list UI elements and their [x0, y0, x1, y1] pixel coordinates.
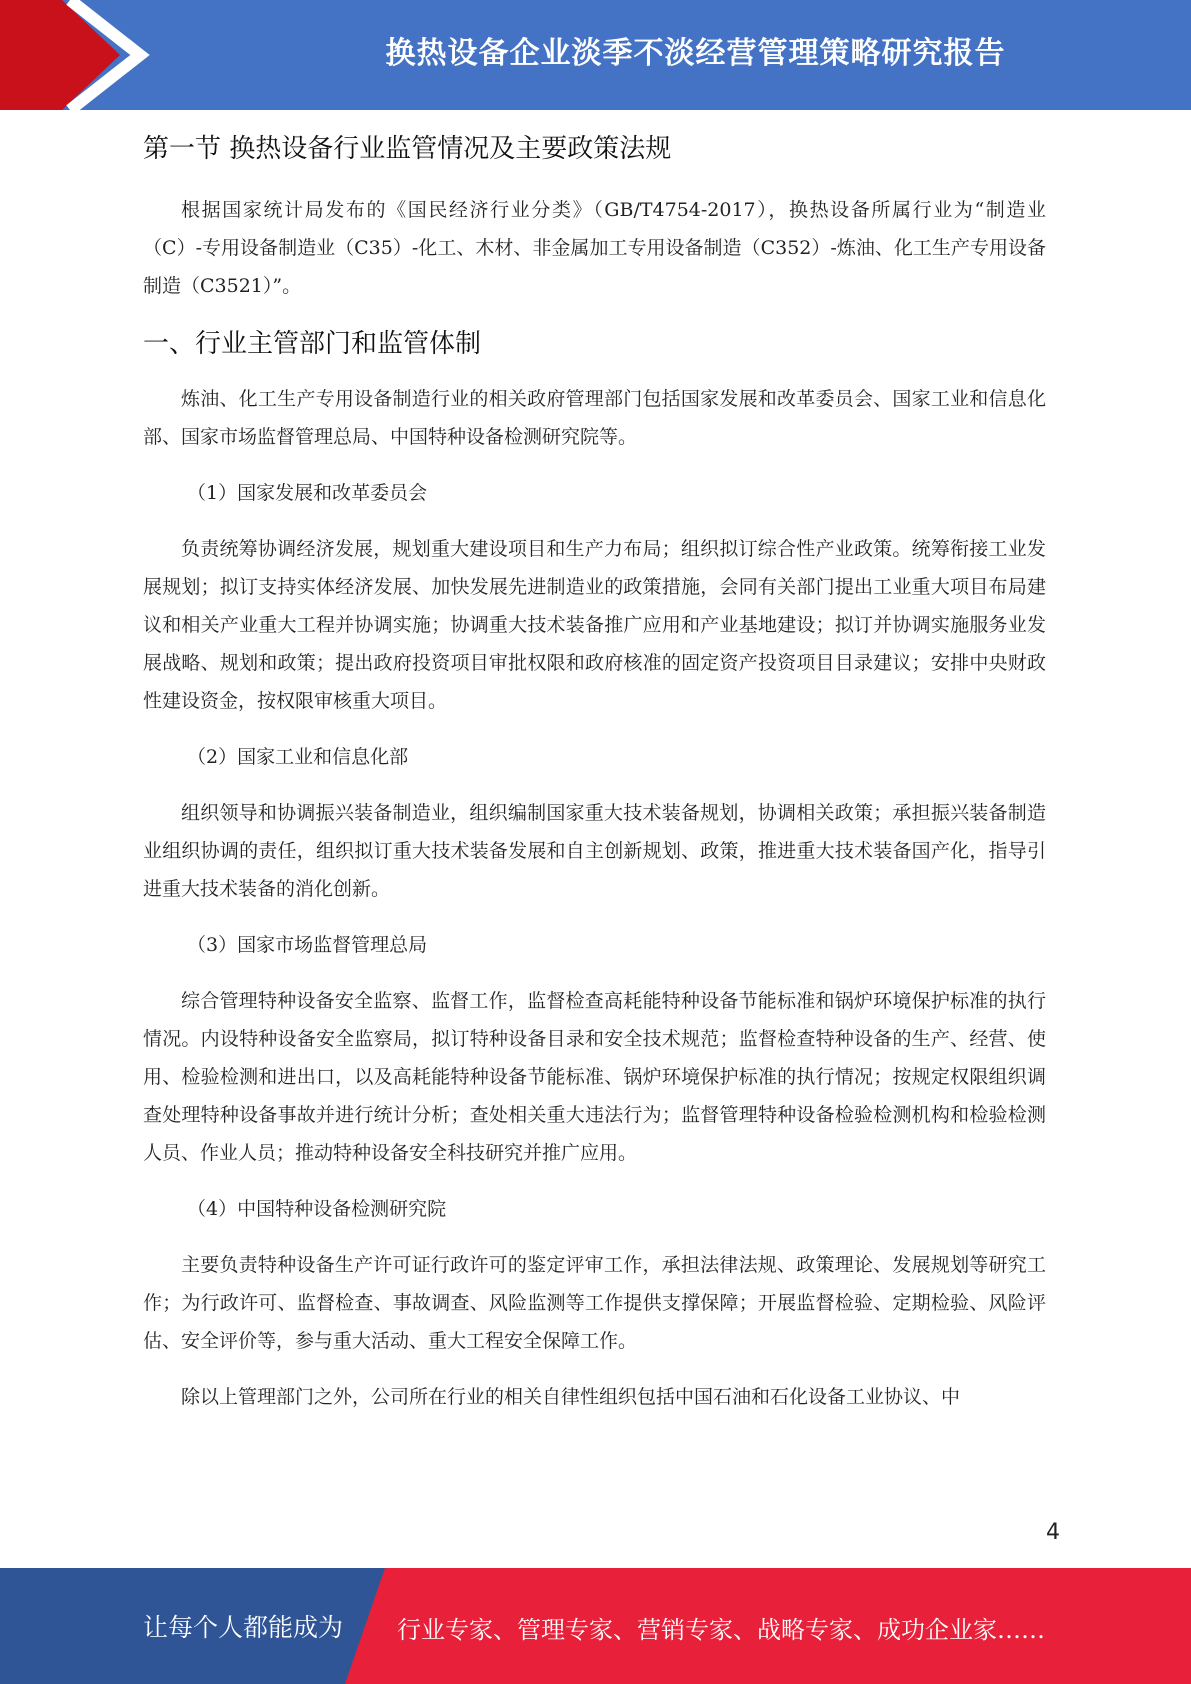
report-title: 换热设备企业淡季不淡经营管理策略研究报告 — [385, 36, 1006, 71]
part-intro-paragraph: 炼油、化工生产专用设备制造行业的相关政府管理部门包括国家发展和改革委员会、国家工业和信息化部、国家市场监督管理总局、中国特种设备检测研究院等。 — [143, 388, 1046, 448]
footer-slogan-left: 让每个人都能成为 — [143, 1613, 344, 1642]
subsection-label-ndrc: （1）国家发展和改革委员会 — [187, 482, 428, 504]
page-number: 4 — [1046, 1520, 1060, 1545]
closing-paragraph: 除以上管理部门之外，公司所在行业的相关自律性组织包括中国石油和石化设备工业协议、中 — [181, 1386, 961, 1408]
subsection-paragraph-miit: 组织领导和协调振兴装备制造业，组织编制国家重大技术装备规划，协调相关政策；承担振兴装备制造业组织协调的责任，组织拟订重大技术装备发展和自主创新规划、政策，推进重大技术装备国产化，指导引进重大技术装备的消化创新。 — [143, 802, 1046, 900]
page-header — [0, 0, 1191, 110]
subsection-label-csei: （4）中国特种设备检测研究院 — [187, 1198, 447, 1220]
section-intro-paragraph: 根据国家统计局发布的《国民经济行业分类》（GB/T4754-2017），换热设备所属行业为“制造业（C）-专用设备制造业（C35）-化工、木材、非金属加工专用设备制造（C352）-炼油、化工生产专用设备制造（C3521）”。 — [143, 199, 1046, 297]
part-heading: 一、行业主管部门和监管体制 — [143, 329, 482, 359]
page-footer — [0, 1568, 1191, 1684]
subsection-label-miit: （2）国家工业和信息化部 — [187, 746, 409, 768]
subsection-paragraph-ndrc: 负责统筹协调经济发展，规划重大建设项目和生产力布局；组织拟订综合性产业政策。统筹衔接工业发展规划；拟订支持实体经济发展、加快发展先进制造业的政策措施，会同有关部门提出工业重大项目布局建议和相关产业重大工程并协调实施；协调重大技术装备推广应用和产业基地建设；拟订并协调实施服务业发展战略、规划和政策；提出政府投资项目审批权限和政府核准的固定资产投资项目目录建议；安排中央财政性建设资金，按权限审核重大项目。 — [143, 538, 1046, 712]
subsection-paragraph-csei: 主要负责特种设备生产许可证行政许可的鉴定评审工作，承担法律法规、政策理论、发展规划等研究工作；为行政许可、监督检查、事故调查、风险监测等工作提供支撑保障；开展监督检验、定期检验、风险评估、安全评价等，参与重大活动、重大工程安全保障工作。 — [143, 1254, 1046, 1352]
subsection-paragraph-samr: 综合管理特种设备安全监察、监督工作，监督检查高耗能特种设备节能标准和锅炉环境保护标准的执行情况。内设特种设备安全监察局，拟订特种设备目录和安全技术规范；监督检查特种设备的生产、经营、使用、检验检测和进出口，以及高耗能特种设备节能标准、锅炉环境保护标准的执行情况；按规定权限组织调查处理特种设备事故并进行统计分析；查处相关重大违法行为；监督管理特种设备检验检测机构和检验检测人员、作业人员；推动特种设备安全科技研究并推广应用。 — [143, 990, 1046, 1164]
document-body — [143, 128, 1046, 1434]
subsection-label-samr: （3）国家市场监督管理总局 — [187, 934, 428, 956]
red-arrow-shape — [0, 0, 120, 110]
footer-slogan-right: 行业专家、管理专家、营销专家、战略专家、成功企业家…… — [397, 1616, 1045, 1644]
section-title: 第一节 换热设备行业监管情况及主要政策法规 — [143, 134, 672, 164]
